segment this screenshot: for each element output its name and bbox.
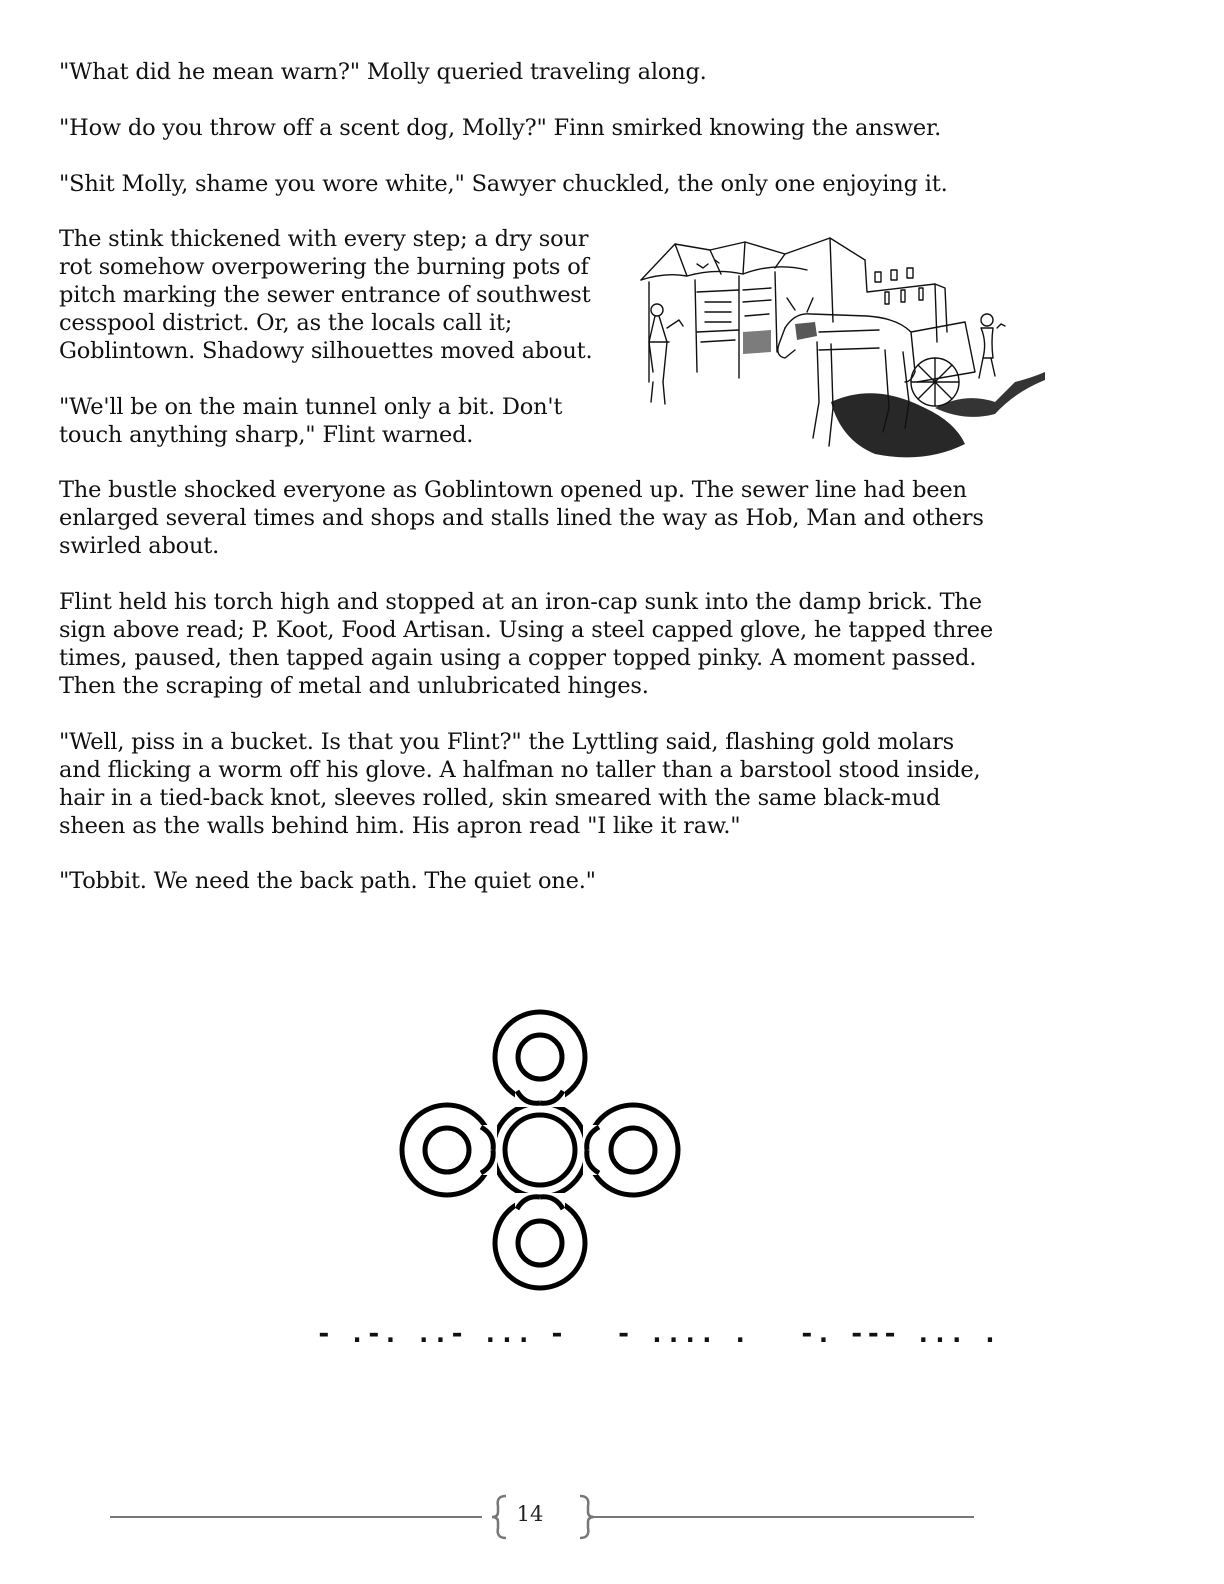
text-line: Goblintown. Shadowy silhouettes moved about. [59,338,593,364]
paragraph-6 [59,476,984,560]
page-number: 14 [516,1502,544,1526]
paragraph-4 [59,225,592,365]
goblintown-market-illustration [635,232,1047,472]
text-line: "Well, piss in a bucket. Is that you Flint?" the Lyttling said, flashing gold molars [59,729,954,755]
text-line: The bustle shocked everyone as Goblintown opened up. The sewer line had been [59,477,967,503]
paragraph-1 [59,58,707,86]
morse-code-text: - .-. ..- ... - - .... . -. --- ... . [316,1319,999,1349]
paragraph-2 [59,114,941,142]
text-line: touch anything sharp," Flint warned. [59,422,474,448]
text-line: "What did he mean warn?" Molly queried traveling along. [59,59,707,85]
text-line: pitch marking the sewer entrance of southwest [59,282,591,308]
page-footer [110,1492,980,1542]
celtic-knot-emblem [395,1005,685,1295]
paragraph-5 [59,393,562,449]
text-line: "Tobbit. We need the back path. The quiet one." [59,868,596,894]
text-line: sign above read; P. Koot, Food Artisan. Using a steel capped glove, he tapped three [59,617,993,643]
text-line: Then the scraping of metal and unlubricated hinges. [59,673,649,699]
morse-code-line [316,1316,999,1352]
text-line: The stink thickened with every step; a dry sour [59,226,589,252]
text-line: "Shit Molly, shame you wore white," Sawyer chuckled, the only one enjoying it. [59,171,948,197]
text-line: cesspool district. Or, as the locals call it; [59,310,513,336]
text-line: and flicking a worm off his glove. A halfman no taller than a barstool stood inside, [59,757,981,783]
text-line: enlarged several times and shops and stalls lined the way as Hob, Man and others [59,505,984,531]
text-line: sheen as the walls behind him. His apron read "I like it raw." [59,813,741,839]
text-line: "We'll be on the main tunnel only a bit. Don't [59,394,563,420]
text-line: "How do you throw off a scent dog, Molly?" Finn smirked knowing the answer. [59,115,942,141]
paragraph-3 [59,170,948,198]
text-line: rot somehow overpowering the burning pots of [59,254,589,280]
text-line: hair in a tied-back knot, sleeves rolled, skin smeared with the same black-mud [59,785,941,811]
footer-rule-right [594,1516,974,1518]
text-line: swirled about. [59,533,220,559]
right-bracket-icon [576,1494,596,1540]
left-bracket-icon [490,1494,510,1540]
paragraph-7 [59,588,993,700]
paragraph-9 [59,867,596,895]
paragraph-8 [59,728,980,840]
text-line: Flint held his torch high and stopped at an iron-cap sunk into the damp brick. The [59,589,982,615]
footer-rule-left [110,1516,482,1518]
text-line: times, paused, then tapped again using a copper topped pinky. A moment passed. [59,645,977,671]
